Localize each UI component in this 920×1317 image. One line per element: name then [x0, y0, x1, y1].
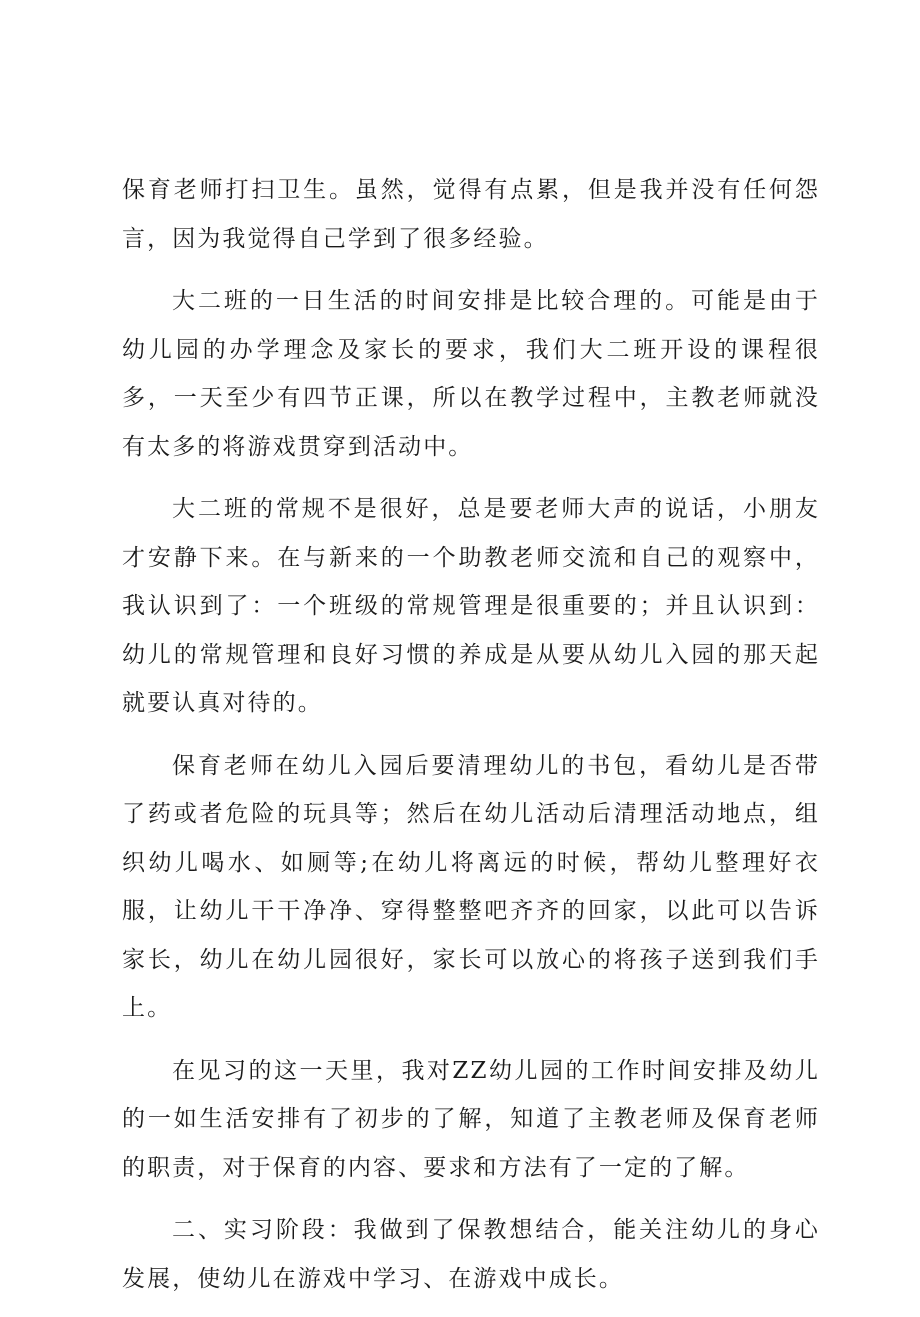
- paragraph-4: 保育老师在幼儿入园后要清理幼儿的书包，看幼儿是否带了药或者危险的玩具等；然后在幼儿活动后清理活动地点，组织幼儿喝水、如厕等;在幼儿将离远的时候，帮幼儿整理好衣服，让幼儿干干净净、穿得整整吧齐齐的回家，以此可以告诉家长，幼儿在幼儿园很好，家长可以放心的将孩子送到我们手上。: [122, 752, 820, 1021]
- paragraph-2: 大二班的一日生活的时间安排是比较合理的。可能是由于幼儿园的办学理念及家长的要求，我们大二班开设的课程很多，一天至少有四节正课，所以在教学过程中，主教老师就没有太多的将游戏贯穿到活动中。: [122, 288, 820, 460]
- paragraph-1: 保育老师打扫卫生。虽然，觉得有点累，但是我并没有任何怨言，因为我觉得自己学到了很多经验。: [122, 177, 820, 252]
- paragraph-3: 大二班的常规不是很好，总是要老师大声的说话，小朋友才安静下来。在与新来的一个助教老师交流和自己的观察中，我认识到了：一个班级的常规管理是很重要的；并且认识到：幼儿的常规管理和良好习惯的养成是从要从幼儿入园的那天起就要认真对待的。: [122, 496, 820, 716]
- paragraph-6: 二、实习阶段：我做到了保教想结合，能关注幼儿的身心发展，使幼儿在游戏中学习、在游戏中成长。: [122, 1217, 820, 1292]
- paragraph-5: 在见习的这一天里，我对ZZ幼儿园的工作时间安排及幼儿的一如生活安排有了初步的了解，知道了主教老师及保育老师的职责，对于保育的内容、要求和方法有了一定的了解。: [122, 1057, 820, 1181]
- document-body: [122, 166, 820, 1317]
